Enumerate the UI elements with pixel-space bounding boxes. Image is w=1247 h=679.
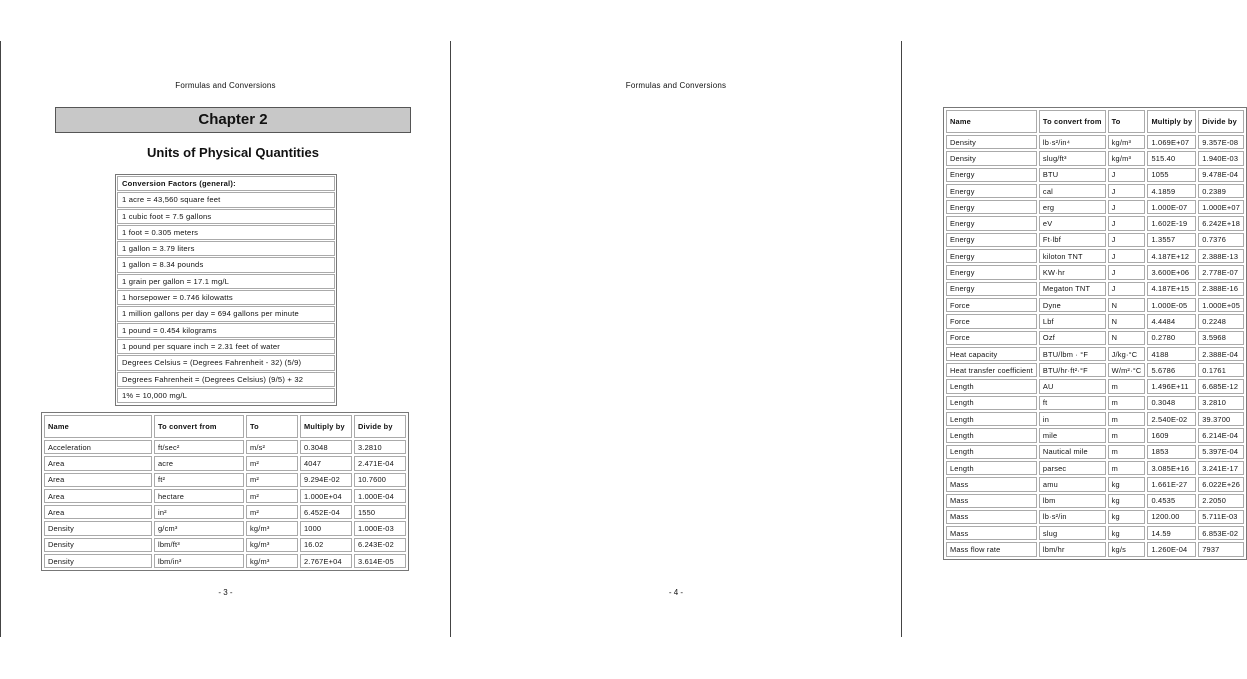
column-header: Name [946, 110, 1037, 133]
table-cell: Heat transfer coefficient [946, 363, 1037, 377]
table-cell: Length [946, 428, 1037, 442]
table-cell: Nautical mile [1039, 445, 1106, 459]
table-row [946, 265, 1244, 279]
table-cell: lbm/in³ [154, 554, 244, 568]
table-row [44, 440, 406, 454]
table-cell: 16.02 [300, 538, 352, 552]
table-cell: Mass flow rate [946, 542, 1037, 556]
table-cell: lbm/hr [1039, 542, 1106, 556]
table-row [946, 477, 1244, 491]
conversion-factor-item: 1 million gallons per day = 694 gallons per minute [117, 306, 335, 321]
table-cell: 1.661E-27 [1147, 477, 1196, 491]
table-row [946, 412, 1244, 426]
table-cell: g/cm³ [154, 521, 244, 535]
table-row [946, 396, 1244, 410]
table-cell: 6.022E+26 [1198, 477, 1244, 491]
conversion-factor-item: 1 gallon = 3.79 liters [117, 241, 335, 256]
conversion-table-right [943, 107, 1247, 560]
table-cell: Force [946, 314, 1037, 328]
table-cell: 0.3048 [300, 440, 352, 454]
table-cell: 0.2389 [1198, 184, 1244, 198]
left-page [0, 41, 451, 637]
conversion-factor-item: Degrees Celsius = (Degrees Fahrenheit - 32) (5/9) [117, 355, 335, 370]
table-row [946, 314, 1244, 328]
table-cell: Density [44, 538, 152, 552]
table-cell: 1.940E-03 [1198, 151, 1244, 165]
table-cell: m [1108, 445, 1146, 459]
table-cell: J [1108, 233, 1146, 247]
table-cell: 1.000E-03 [354, 521, 406, 535]
table-cell: 6.685E-12 [1198, 379, 1244, 393]
table-cell: Energy [946, 200, 1037, 214]
table-cell: Density [946, 135, 1037, 149]
table-cell: 1.000E+07 [1198, 200, 1244, 214]
table-cell: Energy [946, 265, 1037, 279]
conversion-factors-box [115, 174, 337, 406]
table-cell: 1.000E+05 [1198, 298, 1244, 312]
table-cell: 4188 [1147, 347, 1196, 361]
table-cell: 4.4484 [1147, 314, 1196, 328]
section-title: Units of Physical Quantities [147, 145, 319, 160]
table-row [44, 538, 406, 552]
table-cell: m [1108, 412, 1146, 426]
chapter-heading: Chapter 2 [55, 107, 411, 133]
table-cell: 2.388E-04 [1198, 347, 1244, 361]
table-cell: 0.2248 [1198, 314, 1244, 328]
table-cell: Density [946, 151, 1037, 165]
page-header: Formulas and Conversions [625, 81, 727, 90]
table-cell: Megaton TNT [1039, 282, 1106, 296]
table-cell: ft [1039, 396, 1106, 410]
table-cell: in [1039, 412, 1106, 426]
table-cell: J [1108, 282, 1146, 296]
table-cell: Length [946, 461, 1037, 475]
table-cell: 5.711E-03 [1198, 510, 1244, 524]
column-header: Divide by [354, 415, 406, 438]
table-cell: kiloton TNT [1039, 249, 1106, 263]
table-header-row [946, 110, 1244, 133]
table-cell: Lbf [1039, 314, 1106, 328]
table-cell: m [1108, 461, 1146, 475]
table-cell: slug/ft³ [1039, 151, 1106, 165]
table-cell: Force [946, 298, 1037, 312]
table-row [946, 151, 1244, 165]
table-cell: 4.187E+12 [1147, 249, 1196, 263]
table-cell: kg [1108, 477, 1146, 491]
table-cell: 3.085E+16 [1147, 461, 1196, 475]
table-cell: J [1108, 168, 1146, 182]
table-cell: 0.2780 [1147, 331, 1196, 345]
table-row [946, 445, 1244, 459]
table-cell: 1.069E+07 [1147, 135, 1196, 149]
table-row [44, 489, 406, 503]
table-cell: Dyne [1039, 298, 1106, 312]
conversion-factor-item: 1 gallon = 8.34 pounds [117, 257, 335, 272]
table-cell: AU [1039, 379, 1106, 393]
conversion-factor-item: 1 pound per square inch = 2.31 feet of water [117, 339, 335, 354]
table-cell: m [1108, 396, 1146, 410]
table-cell: hectare [154, 489, 244, 503]
table-row [946, 331, 1244, 345]
table-cell: 2.388E-13 [1198, 249, 1244, 263]
table-cell: N [1108, 314, 1146, 328]
table-cell: 0.4535 [1147, 494, 1196, 508]
table-row [946, 510, 1244, 524]
table-cell: 6.242E+18 [1198, 216, 1244, 230]
table-row [44, 456, 406, 470]
table-cell: 3.600E+06 [1147, 265, 1196, 279]
column-header: Divide by [1198, 110, 1244, 133]
table-cell: eV [1039, 216, 1106, 230]
table-cell: kg/m³ [246, 521, 298, 535]
table-cell: parsec [1039, 461, 1106, 475]
table-cell: m/s² [246, 440, 298, 454]
column-header: Multiply by [300, 415, 352, 438]
table-cell: mile [1039, 428, 1106, 442]
table-cell: W/m²·°C [1108, 363, 1146, 377]
table-cell: 5.397E-04 [1198, 445, 1244, 459]
table-cell: BTU [1039, 168, 1106, 182]
table-cell: 9.294E-02 [300, 473, 352, 487]
page-number: - 4 - [668, 588, 684, 597]
table-cell: Area [44, 456, 152, 470]
table-cell: m² [246, 489, 298, 503]
table-cell: KW·hr [1039, 265, 1106, 279]
conversion-factor-item: 1 pound = 0.454 kilograms [117, 323, 335, 338]
table-row [946, 168, 1244, 182]
conversion-factor-item: 1 acre = 43,560 square feet [117, 192, 335, 207]
table-header-row [44, 415, 406, 438]
table-cell: 2.767E+04 [300, 554, 352, 568]
table-cell: 5.6786 [1147, 363, 1196, 377]
table-cell: 1.3557 [1147, 233, 1196, 247]
table-cell: lbm [1039, 494, 1106, 508]
table-row [946, 216, 1244, 230]
table-cell: 4.1859 [1147, 184, 1196, 198]
table-cell: 1609 [1147, 428, 1196, 442]
table-cell: 1.000E-05 [1147, 298, 1196, 312]
table-cell: 0.1761 [1198, 363, 1244, 377]
table-cell: m² [246, 456, 298, 470]
table-cell: lbm/ft³ [154, 538, 244, 552]
page-header: Formulas and Conversions [175, 81, 276, 90]
table-cell: m [1108, 379, 1146, 393]
table-cell: 1550 [354, 505, 406, 519]
table-cell: Area [44, 505, 152, 519]
table-cell: m² [246, 473, 298, 487]
table-cell: Mass [946, 510, 1037, 524]
table-cell: 3.614E-05 [354, 554, 406, 568]
table-row [946, 526, 1244, 540]
table-cell: 1.000E-07 [1147, 200, 1196, 214]
table-cell: Mass [946, 494, 1037, 508]
table-cell: kg/m³ [246, 554, 298, 568]
page-number: - 3 - [218, 588, 233, 597]
conversion-table-left [41, 412, 409, 571]
table-cell: BTU/lbm · °F [1039, 347, 1106, 361]
table-cell: 0.3048 [1147, 396, 1196, 410]
table-cell: Density [44, 521, 152, 535]
table-row [946, 379, 1244, 393]
table-cell: Energy [946, 184, 1037, 198]
table-cell: kg [1108, 510, 1146, 524]
table-cell: 9.357E-08 [1198, 135, 1244, 149]
table-cell: Length [946, 396, 1037, 410]
table-cell: kg [1108, 494, 1146, 508]
table-cell: 39.3700 [1198, 412, 1244, 426]
table-cell: 2.778E-07 [1198, 265, 1244, 279]
table-cell: kg/m³ [246, 538, 298, 552]
table-cell: J [1108, 249, 1146, 263]
table-cell: 1055 [1147, 168, 1196, 182]
table-row [946, 249, 1244, 263]
table-cell: Length [946, 445, 1037, 459]
table-cell: 1.602E-19 [1147, 216, 1196, 230]
table-cell: kg/m³ [1108, 151, 1146, 165]
table-cell: m² [246, 505, 298, 519]
table-cell: 1.000E-04 [354, 489, 406, 503]
conversion-factor-item: Degrees Fahrenheit = (Degrees Celsius) (9/5) + 32 [117, 372, 335, 387]
table-cell: Energy [946, 168, 1037, 182]
table-row [946, 282, 1244, 296]
table-cell: 6.452E-04 [300, 505, 352, 519]
conversion-factors-heading: Conversion Factors (general): [117, 176, 335, 191]
table-cell: Energy [946, 216, 1037, 230]
table-row [44, 554, 406, 568]
table-cell: 4047 [300, 456, 352, 470]
table-row [946, 184, 1244, 198]
table-cell: Energy [946, 249, 1037, 263]
table-cell: J [1108, 265, 1146, 279]
conversion-factor-item: 1 grain per gallon = 17.1 mg/L [117, 274, 335, 289]
table-row [946, 494, 1244, 508]
table-cell: kg [1108, 526, 1146, 540]
table-cell: Acceleration [44, 440, 152, 454]
table-cell: N [1108, 331, 1146, 345]
table-cell: 6.214E-04 [1198, 428, 1244, 442]
table-row [946, 461, 1244, 475]
table-cell: 1853 [1147, 445, 1196, 459]
table-cell: J [1108, 200, 1146, 214]
conversion-factor-item: 1% = 10,000 mg/L [117, 388, 335, 403]
table-cell: 3.5968 [1198, 331, 1244, 345]
table-cell: Area [44, 489, 152, 503]
table-cell: 3.2810 [354, 440, 406, 454]
table-cell: 1.260E-04 [1147, 542, 1196, 556]
table-row [946, 542, 1244, 556]
column-header: To convert from [154, 415, 244, 438]
conversion-factor-item: 1 foot = 0.305 meters [117, 225, 335, 240]
column-header: To [246, 415, 298, 438]
table-cell: 6.243E-02 [354, 538, 406, 552]
table-cell: 2.471E-04 [354, 456, 406, 470]
table-cell: m [1108, 428, 1146, 442]
table-cell: 9.478E-04 [1198, 168, 1244, 182]
table-cell: Ozf [1039, 331, 1106, 345]
table-cell: kg/m³ [1108, 135, 1146, 149]
column-header: To [1108, 110, 1146, 133]
table-cell: Heat capacity [946, 347, 1037, 361]
table-cell: Mass [946, 526, 1037, 540]
table-cell: Energy [946, 233, 1037, 247]
table-cell: J [1108, 184, 1146, 198]
table-cell: kg/s [1108, 542, 1146, 556]
table-cell: 4.187E+15 [1147, 282, 1196, 296]
table-row [44, 473, 406, 487]
table-cell: amu [1039, 477, 1106, 491]
conversion-factor-item: 1 horsepower = 0.746 kilowatts [117, 290, 335, 305]
table-cell: 2.388E-16 [1198, 282, 1244, 296]
table-cell: lb·s²/in [1039, 510, 1106, 524]
table-cell: 1000 [300, 521, 352, 535]
table-row [946, 363, 1244, 377]
table-cell: Length [946, 379, 1037, 393]
table-row [946, 428, 1244, 442]
table-cell: N [1108, 298, 1146, 312]
table-row [946, 200, 1244, 214]
table-cell: ft² [154, 473, 244, 487]
table-cell: 6.853E-02 [1198, 526, 1244, 540]
table-cell: 7937 [1198, 542, 1244, 556]
table-cell: lb·s²/in⁴ [1039, 135, 1106, 149]
table-cell: Density [44, 554, 152, 568]
table-cell: slug [1039, 526, 1106, 540]
table-cell: J [1108, 216, 1146, 230]
table-row [946, 135, 1244, 149]
table-cell: cal [1039, 184, 1106, 198]
table-cell: 1.000E+04 [300, 489, 352, 503]
table-cell: Area [44, 473, 152, 487]
table-cell: 1200.00 [1147, 510, 1196, 524]
table-cell: 3.2810 [1198, 396, 1244, 410]
table-row [946, 298, 1244, 312]
table-cell: 3.241E-17 [1198, 461, 1244, 475]
table-row [44, 521, 406, 535]
table-cell: 2.540E-02 [1147, 412, 1196, 426]
table-cell: 10.7600 [354, 473, 406, 487]
column-header: Multiply by [1147, 110, 1196, 133]
conversion-factor-item: 1 cubic foot = 7.5 gallons [117, 209, 335, 224]
table-cell: Length [946, 412, 1037, 426]
table-cell: in² [154, 505, 244, 519]
table-cell: BTU/hr·ft²·°F [1039, 363, 1106, 377]
table-cell: ft/sec² [154, 440, 244, 454]
table-cell: J/kg·°C [1108, 347, 1146, 361]
table-row [946, 233, 1244, 247]
table-cell: 515.40 [1147, 151, 1196, 165]
column-header: Name [44, 415, 152, 438]
table-cell: 0.7376 [1198, 233, 1244, 247]
right-page [451, 41, 1241, 637]
table-row [44, 505, 406, 519]
table-cell: Force [946, 331, 1037, 345]
table-cell: 1.496E+11 [1147, 379, 1196, 393]
table-cell: acre [154, 456, 244, 470]
column-header: To convert from [1039, 110, 1106, 133]
table-cell: Energy [946, 282, 1037, 296]
table-cell: Mass [946, 477, 1037, 491]
table-cell: Ft·lbf [1039, 233, 1106, 247]
table-cell: 14.59 [1147, 526, 1196, 540]
table-row [946, 347, 1244, 361]
table-cell: erg [1039, 200, 1106, 214]
table-cell: 2.2050 [1198, 494, 1244, 508]
